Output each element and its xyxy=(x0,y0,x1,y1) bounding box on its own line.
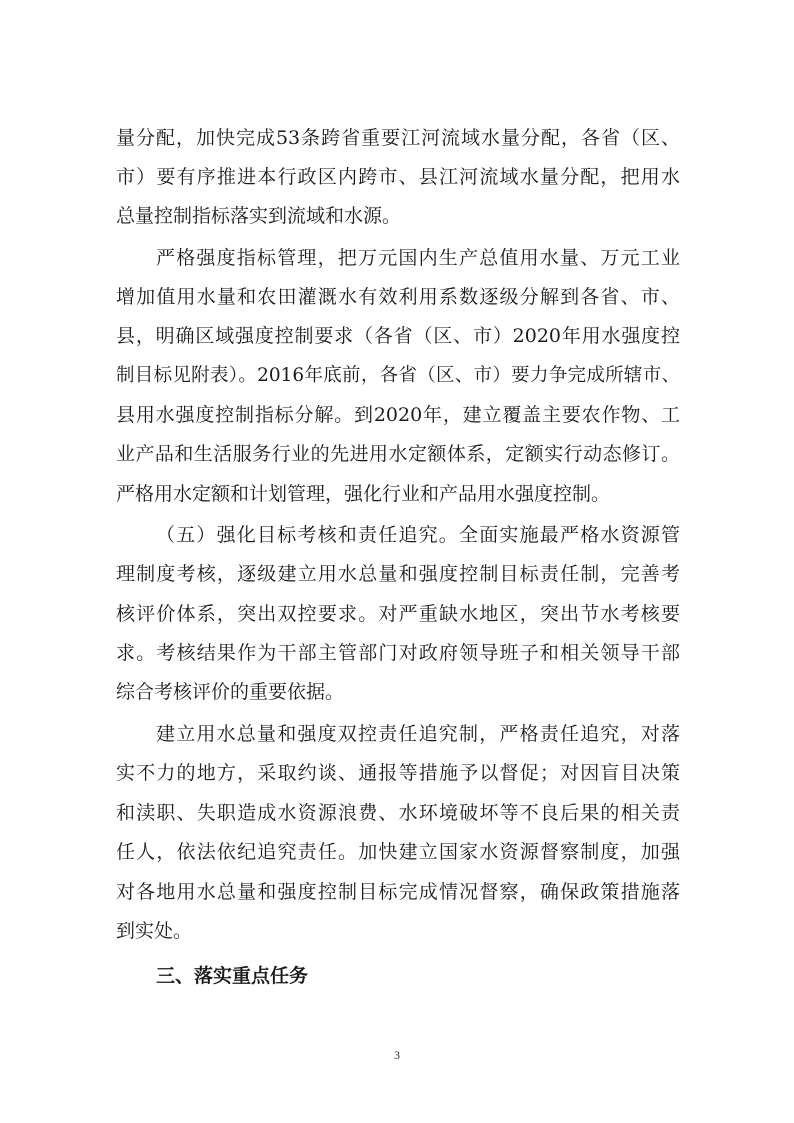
text-line: 县，明确区域强度控制要求（各省（区、市）2020年用水强度控 xyxy=(116,325,680,347)
text-line: 任人，依法依纪追究责任。加快建立国家水资源督察制度，加强 xyxy=(116,841,680,863)
text-line: 核评价体系，突出双控要求。对严重缺水地区，突出节水考核要 xyxy=(116,603,680,625)
text-line: 到实处。 xyxy=(116,920,193,942)
text-line: 增加值用水量和农田灌溉水有效利用系数逐级分解到各省、市、 xyxy=(116,286,680,308)
text-line: 综合考核评价的重要依据。 xyxy=(116,681,345,703)
text-line: 建立用水总量和强度双控责任追究制，严格责任追究，对落 xyxy=(156,723,680,745)
text-line: 实不力的地方，采取约谈、通报等措施予以督促；对因盲目决策 xyxy=(116,762,680,784)
text-line: 对各地用水总量和强度控制目标完成情况督察，确保政策措施落 xyxy=(116,881,680,903)
page-number: 3 xyxy=(394,1048,400,1062)
text-line: 理制度考核，逐级建立用水总量和强度控制目标责任制，完善考 xyxy=(116,563,680,585)
text-line: 总量控制指标落实到流域和水源。 xyxy=(116,205,402,227)
text-line: 严格用水定额和计划管理，强化行业和产品用水强度控制。 xyxy=(116,483,611,505)
text-line: 县用水强度控制指标分解。到2020年，建立覆盖主要农作物、工 xyxy=(116,404,680,426)
text-line: 市）要有序推进本行政区内跨市、县江河流域水量分配，把用水 xyxy=(116,166,680,188)
text-line: 求。考核结果作为干部主管部门对政府领导班子和相关领导干部 xyxy=(116,642,680,664)
text-line: （五）强化目标考核和责任追究。全面实施最严格水资源管 xyxy=(156,524,680,546)
text-line: 和渎职、失职造成水资源浪费、水环境破坏等不良后果的相关责 xyxy=(116,802,680,824)
text-line: 严格强度指标管理，把万元国内生产总值用水量、万元工业 xyxy=(156,247,680,269)
text-line: 量分配，加快完成53条跨省重要江河流域水量分配，各省（区、 xyxy=(116,127,680,149)
text-line: 制目标见附表）。2016年底前，各省（区、市）要力争完成所辖市、 xyxy=(116,365,680,386)
section-heading: 三、落实重点任务 xyxy=(156,965,309,987)
text-line: 业产品和生活服务行业的先进用水定额体系，定额实行动态修订。 xyxy=(116,443,680,465)
